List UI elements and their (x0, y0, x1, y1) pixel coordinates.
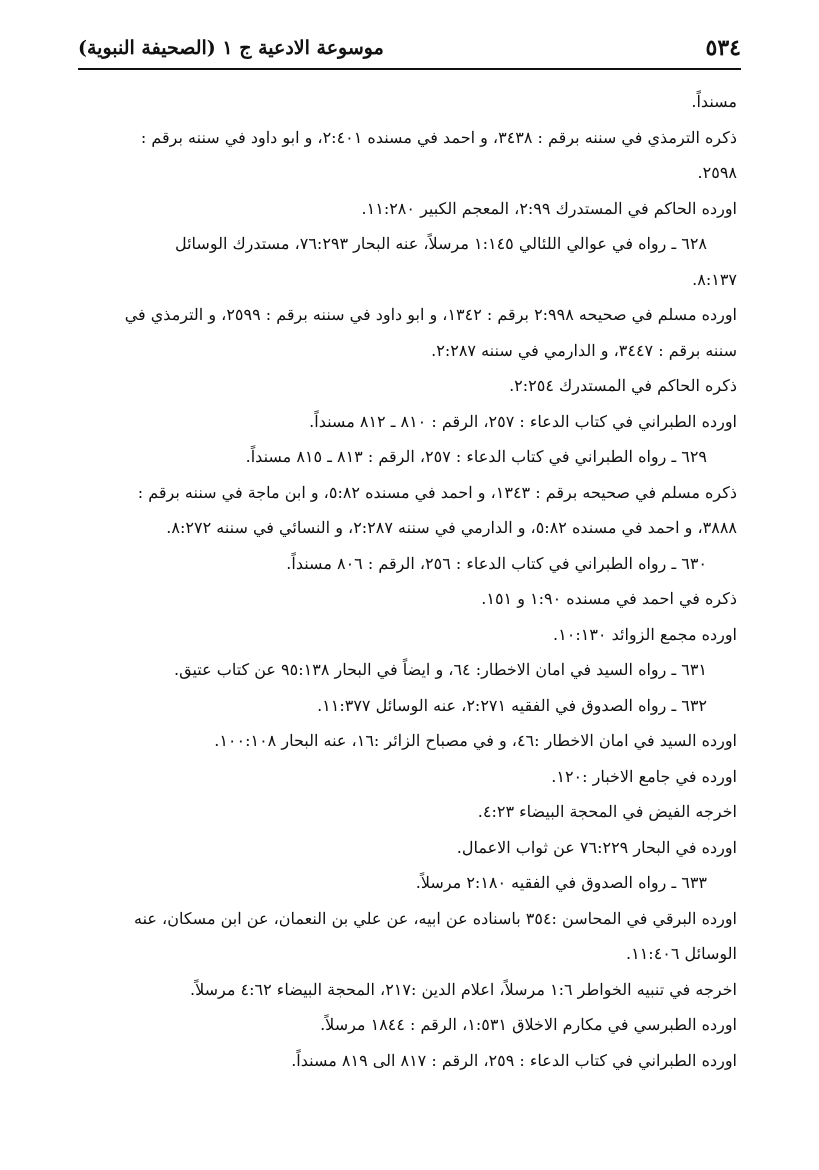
text-line: ذكره الترمذي في سننه برقم : ٣٤٣٨، و احمد في مسنده ٢:٤٠١، و ابو داود في سننه برقم : (140, 127, 737, 147)
text-line: اورده الطبراني في كتاب الدعاء : ٢٥٩، الرقم : ٨١٧ الى ٨١٩ مسنداً. (291, 1050, 737, 1070)
text-line: ذكره الحاكم في المستدرك ٢:٢٥٤. (509, 376, 737, 395)
text-line: سننه برقم : ٣٤٤٧، و الدارمي في سننه ٢:٢٨٧. (431, 340, 737, 360)
text-line: اورده مجمع الزوائد ١٠:١٣٠. (553, 624, 737, 644)
text-line: ٢٥٩٨. (697, 163, 737, 182)
text-line: اورده السيد في امان الاخطار :٤٦، و في مصباح الزائر :١٦، عنه البحار ١٠٠:١٠٨. (214, 731, 737, 750)
header-divider (78, 68, 741, 70)
text-line: اورده الطبراني في كتاب الدعاء : ٢٥٧، الرقم : ٨١٠ ـ ٨١٢ مسنداً. (309, 411, 737, 431)
page-header (78, 30, 741, 66)
text-line: اورده مسلم في صحيحه ٢:٩٩٨ برقم : ١٣٤٢، و ابو داود في سننه برقم : ٢٥٩٩، و الترمذي في (124, 305, 737, 324)
text-line: اورده في جامع الاخبار :١٢٠. (551, 766, 737, 786)
text-line: ذكره مسلم في صحيحه برقم : ١٣٤٣، و احمد في مسنده ٥:٨٢، و ابن ماجة في سننه برقم : (137, 482, 737, 502)
text-line: ٦٣٢ ـ رواه الصدوق في الفقيه ٢:٢٧١، عنه الوسائل ١١:٣٧٧. (317, 695, 707, 715)
text-line: الوسائل ١١:٤٠٦. (626, 944, 737, 963)
text-line: ٦٣١ ـ رواه السيد في امان الاخطار: ٦٤، و ايضاً في البحار ٩٥:١٣٨ عن كتاب عتيق. (174, 660, 707, 679)
text-line: مسنداً. (691, 92, 737, 111)
footnotes-body (82, 84, 737, 1078)
page-number: ٥٣٤ (705, 35, 741, 61)
text-line: ٦٢٩ ـ رواه الطبراني في كتاب الدعاء : ٢٥٧، الرقم : ٨١٣ ـ ٨١٥ مسنداً. (245, 447, 707, 466)
text-line: اورده في البحار ٧٦:٢٢٩ عن ثواب الاعمال. (456, 837, 737, 857)
text-line: ذكره في احمد في مسنده ١:٩٠ و ١٥١. (481, 589, 737, 608)
text-line: اورده البرقي في المحاسن :٣٥٤ باسناده عن ابيه، عن علي بن النعمان، عن ابن مسكان، عنه (134, 908, 737, 928)
text-line: اخرجه الفيض في المحجة البيضاء ٤:٢٣. (477, 802, 737, 821)
text-line: ٨:١٣٧. (692, 269, 737, 289)
text-line: ٦٣٠ ـ رواه الطبراني في كتاب الدعاء : ٢٥٦، الرقم : ٨٠٦ مسنداً. (286, 553, 707, 573)
text-line: ٦٢٨ ـ رواه في عوالي اللئالي ١:١٤٥ مرسلاً، عنه البحار ٧٦:٢٩٣، مستدرك الوسائل (174, 234, 707, 253)
text-line: ٣٨٨٨، و احمد في مسنده ٥:٨٢، و الدارمي في سننه ٢:٢٨٧، و النسائي في سننه ٨:٢٧٢. (166, 518, 737, 537)
text-line: ٦٣٣ ـ رواه الصدوق في الفقيه ٢:١٨٠ مرسلاً. (415, 873, 707, 892)
text-line: اورده الطبرسي في مكارم الاخلاق ١:٥٣١، الرقم : ١٨٤٤ مرسلاً. (320, 1015, 737, 1034)
text-line: اورده الحاكم في المستدرك ٢:٩٩، المعجم الكبير ١١:٢٨٠. (361, 198, 737, 218)
text-line: اخرجه في تنبيه الخواطر ١:٦ مرسلاً، اعلام الدين :٢١٧، المحجة البيضاء ٤:٦٢ مرسلاً. (190, 979, 737, 999)
running-title: موسوعة الادعية ج ١ (الصحيفة النبوية) (78, 37, 384, 59)
